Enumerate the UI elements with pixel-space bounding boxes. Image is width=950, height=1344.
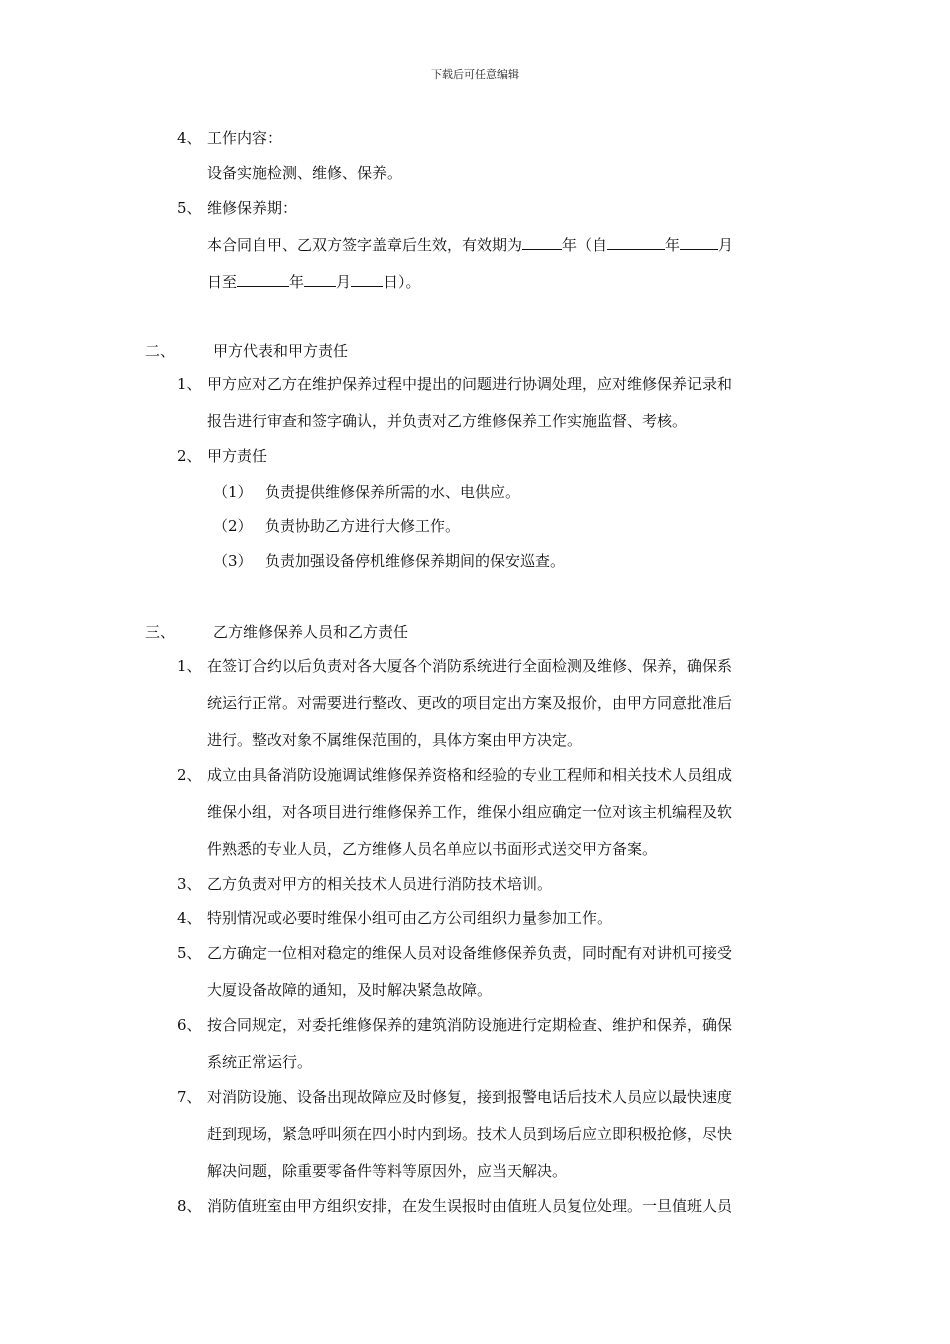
sub-item-text: 负责协助乙方进行大修工作。 bbox=[265, 517, 461, 535]
blank-start-month bbox=[680, 233, 718, 250]
item-number: 3、 bbox=[177, 875, 202, 893]
item-number: 1、 bbox=[177, 657, 202, 675]
blank-end-day bbox=[351, 270, 383, 287]
blank-end-month bbox=[304, 270, 336, 287]
blank-end-year bbox=[237, 270, 289, 287]
validity-text-c: 月 bbox=[336, 273, 352, 291]
item-line: 赶到现场，紧急呼叫须在四小时内到场。技术人员到场后应立即积极抢修，尽快 bbox=[207, 1125, 733, 1143]
item-title: 维修保养期： bbox=[207, 199, 298, 217]
item-line: 成立由具备消防设施调试维修保养资格和经验的专业工程师和相关技术人员组成 bbox=[207, 766, 733, 784]
item-number: 1、 bbox=[177, 375, 202, 393]
item-line: 报告进行审查和签字确认，并负责对乙方维修保养工作实施监督、考核。 bbox=[207, 412, 688, 430]
item-number: 5、 bbox=[177, 199, 202, 217]
item-line: 乙方确定一位相对稳定的维保人员对设备维修保养负责，同时配有对讲机可接受 bbox=[207, 944, 733, 962]
item-line: 甲方应对乙方在维护保养过程中提出的问题进行协调处理，应对维修保养记录和 bbox=[207, 375, 733, 393]
validity-text-d: 日）。 bbox=[383, 273, 421, 291]
validity-text-a: 日至 bbox=[207, 273, 238, 291]
validity-text-a: 本合同自甲、乙双方签字盖章后生效，有效期为 bbox=[207, 236, 523, 254]
item-line: 乙方负责对甲方的相关技术人员进行消防技术培训。 bbox=[207, 875, 553, 893]
item-number: 2、 bbox=[177, 447, 202, 465]
section-number: 三、 bbox=[145, 623, 176, 641]
item-number: 8、 bbox=[177, 1197, 202, 1215]
item-title: 工作内容： bbox=[207, 129, 283, 147]
item-line: 消防值班室由甲方组织安排，在发生误报时由值班人员复位处理。一旦值班人员 bbox=[207, 1197, 733, 1215]
item-line: 对消防设施、设备出现故障应及时修复，接到报警电话后技术人员应以最快速度 bbox=[207, 1088, 733, 1106]
item-line: 特别情况或必要时维保小组可由乙方公司组织力量参加工作。 bbox=[207, 909, 613, 927]
item-line: 按合同规定，对委托维修保养的建筑消防设施进行定期检查、维护和保养，确保 bbox=[207, 1016, 733, 1034]
validity-text bbox=[207, 270, 421, 292]
validity-text-b: 年 bbox=[289, 273, 305, 291]
validity-text-b: 年（自 bbox=[562, 236, 608, 254]
page-header: 下载后可任意编辑 bbox=[431, 68, 519, 81]
item-line: 大厦设备故障的通知，及时解决紧急故障。 bbox=[207, 981, 493, 999]
sub-item-text: 负责加强设备停机维修保养期间的保安巡查。 bbox=[265, 552, 566, 570]
sub-item-number: （3） bbox=[213, 552, 253, 570]
item-line: 在签订合约以后负责对各大厦各个消防系统进行全面检测及维修、保养，确保系 bbox=[207, 657, 733, 675]
item-line: 统运行正常。对需要进行整改、更改的项目定出方案及报价，由甲方同意批准后 bbox=[207, 694, 733, 712]
sub-item-text: 负责提供维修保养所需的水、电供应。 bbox=[265, 483, 521, 501]
validity-text bbox=[207, 233, 733, 255]
item-line: 进行。整改对象不属维保范围的，具体方案由甲方决定。 bbox=[207, 731, 583, 749]
section-title: 乙方维修保养人员和乙方责任 bbox=[213, 623, 409, 641]
blank-start-year bbox=[607, 233, 665, 250]
item-number: 4、 bbox=[177, 129, 202, 147]
section-title: 甲方代表和甲方责任 bbox=[213, 342, 349, 360]
validity-text-d: 月 bbox=[718, 236, 734, 254]
item-number: 4、 bbox=[177, 909, 202, 927]
item-number: 2、 bbox=[177, 766, 202, 784]
item-line: 维保小组，对各项目进行维修保养工作，维保小组应确定一位对该主机编程及软 bbox=[207, 803, 733, 821]
item-line: 系统正常运行。 bbox=[207, 1053, 313, 1071]
item-number: 6、 bbox=[177, 1016, 202, 1034]
item-number: 7、 bbox=[177, 1088, 202, 1106]
sub-item-number: （2） bbox=[213, 517, 253, 535]
validity-text-c: 年 bbox=[665, 236, 681, 254]
item-body: 设备实施检测、维修、保养。 bbox=[207, 164, 403, 182]
sub-item-number: （1） bbox=[213, 483, 253, 501]
item-number: 5、 bbox=[177, 944, 202, 962]
item-line: 甲方责任 bbox=[207, 447, 268, 465]
item-line: 件熟悉的专业人员，乙方维修人员名单应以书面形式送交甲方备案。 bbox=[207, 840, 658, 858]
blank-years bbox=[522, 233, 562, 250]
section-number: 二、 bbox=[145, 342, 176, 360]
item-line: 解决问题，除重要零备件等料等原因外，应当天解决。 bbox=[207, 1162, 568, 1180]
